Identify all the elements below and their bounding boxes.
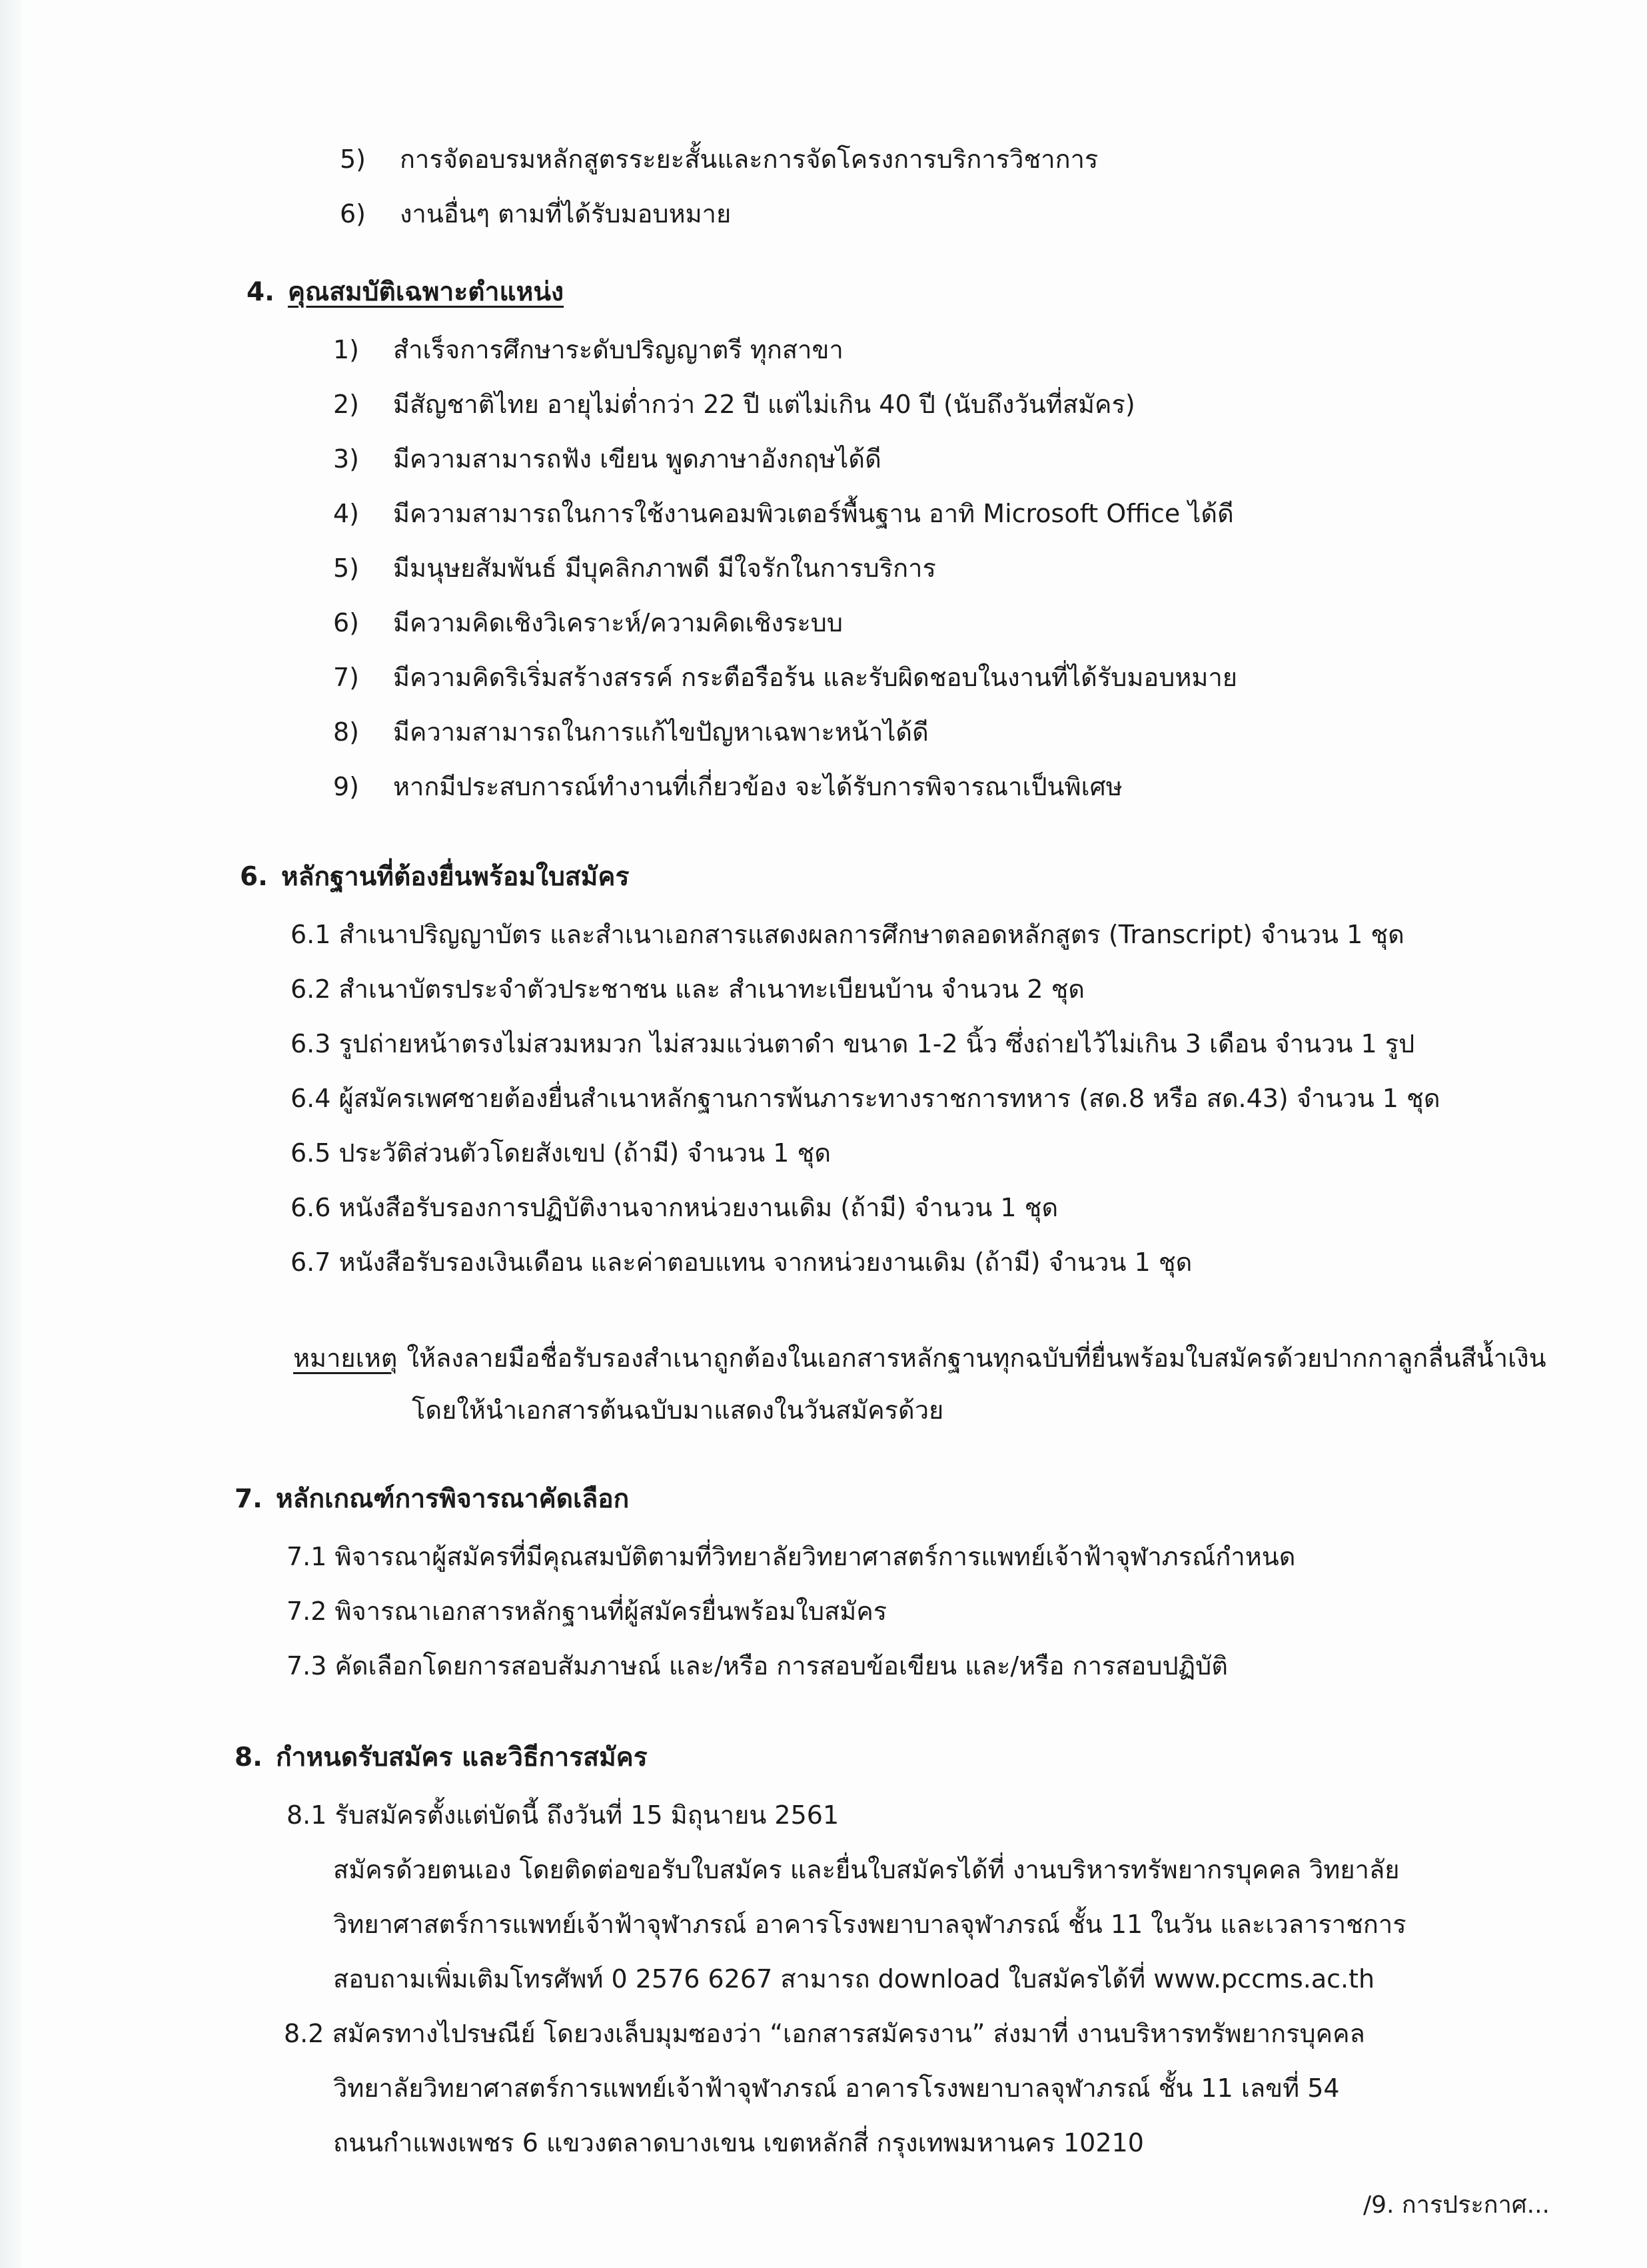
list-item [333,659,1237,695]
list-item-text: ประวัติส่วนตัวโดยสังเขป (ถ้ามี) จำนวน 1 ชุด [338,1138,831,1168]
list-item-text: ผู้สมัครเพศชายต้องยื่นสำเนาหลักฐานการพ้นภาระทางราชการทหาร (สด.8 หรือ สด.43) จำนวน 1 ชุด [338,1084,1440,1113]
list-item-text: การจัดอบรมหลักสูตรระยะสั้นและการจัดโครงการบริการวิชาการ [400,145,1099,174]
note-label: หมายเหตุ [293,1343,398,1373]
list-item [333,714,929,750]
note-line [412,1392,943,1428]
list-item-text: หากมีประสบการณ์ทำงานที่เกี่ยวข้อง จะได้รับการพิจารณาเป็นพิเศษ [393,772,1123,801]
list-item-text: พิจารณาเอกสารหลักฐานที่ผู้สมัครยื่นพร้อมใบสมัคร [334,1597,887,1626]
list-item-text: มีสัญชาติไทย อายุไม่ต่ำกว่า 22 ปี แต่ไม่เกิน 40 ปี (นับถึงวันที่สมัคร) [393,390,1135,419]
paragraph-line [333,2070,1340,2106]
continuation-text: /9. การประกาศ... [1363,2191,1550,2219]
list-item-number: 6.3 [290,1029,331,1058]
list-item-text: มีความสามารถฟัง เขียน พูดภาษาอังกฤษได้ดี [393,444,881,474]
section-title: หลักเกณฑ์การพิจารณาคัดเลือก [275,1484,630,1514]
list-item-text: สมัครทางไปรษณีย์ โดยวงเล็บมุมซองว่า “เอกสารสมัครงาน” ส่งมาที่ งานบริหารทรัพยากรบุคคล [332,2019,1365,2048]
section-number: 7. [235,1484,263,1514]
list-item [290,1190,1058,1226]
list-item-number: 6.6 [290,1193,331,1222]
list-item-text: สำเร็จการศึกษาระดับปริญญาตรี ทุกสาขา [393,335,843,364]
list-item-text: พิจารณาผู้สมัครที่มีคุณสมบัติตามที่วิทยาลัยวิทยาศาสตร์การแพทย์เจ้าฟ้าจุฬาภรณ์กำหนด [334,1542,1296,1571]
list-item-text: หนังสือรับรองการปฏิบัติงานจากหน่วยงานเดิม (ถ้ามี) จำนวน 1 ชุด [338,1193,1059,1222]
paragraph-text: วิทยาลัยวิทยาศาสตร์การแพทย์เจ้าฟ้าจุฬาภรณ์ อาคารโรงพยาบาลจุฬาภรณ์ ชั้น 11 เลขที่ 54 [333,2074,1340,2103]
list-item-number: 8.2 [284,2019,324,2048]
section-number: 4. [247,277,274,307]
paragraph-text: ถนนกำแพงเพชร 6 แขวงตลาดบางเขน เขตหลักสี่ กรุงเทพมหานคร 10210 [333,2128,1144,2157]
list-item-number: 7.2 [286,1597,327,1626]
list-item-number: 6.7 [290,1248,331,1277]
list-item-number: 3) [333,444,360,474]
section-heading-4 [247,274,564,310]
list-item-text: สำเนาปริญญาบัตร และสำเนาเอกสารแสดงผลการศึกษาตลอดหลักสูตร (Transcript) จำนวน 1 ชุด [338,920,1404,949]
section-number: 8. [235,1742,263,1772]
note-line [293,1340,1546,1376]
list-item-number: 1) [333,335,360,364]
list-item-text: หนังสือรับรองเงินเดือน และค่าตอบแทน จากหน่วยงานเดิม (ถ้ามี) จำนวน 1 ชุด [338,1248,1193,1277]
list-item-number: 6.5 [290,1138,331,1168]
paragraph-text: สมัครด้วยตนเอง โดยติดต่อขอรับใบสมัคร และยื่นใบสมัครได้ที่ งานบริหารทรัพยากรบุคคล วิทยาลัย [333,1855,1400,1884]
list-item [290,1026,1414,1062]
list-item-text: มีมนุษยสัมพันธ์ มีบุคลิกภาพดี มีใจรักในการบริการ [393,554,936,583]
section-number: 6. [240,862,268,892]
list-item [286,1539,1295,1575]
list-item [340,141,1098,177]
section-title: กำหนดรับสมัคร และวิธีการสมัคร [275,1742,648,1772]
list-item-text: คัดเลือกโดยการสอบสัมภาษณ์ และ/หรือ การสอบข้อเขียน และ/หรือ การสอบปฏิบัติ [334,1651,1228,1681]
list-item [286,1648,1228,1684]
list-item-number: 6.2 [290,974,331,1004]
list-item-number: 7.3 [286,1651,327,1681]
list-item-number: 6.4 [290,1084,331,1113]
list-item [290,1244,1192,1280]
list-item-number: 5) [333,554,360,583]
list-item-text: มีความคิดริเริ่มสร้างสรรค์ กระตือรือร้น และรับผิดชอบในงานที่ได้รับมอบหมาย [393,663,1238,692]
scan-edge [0,0,23,2268]
paragraph-line [333,1852,1400,1888]
list-item-number: 6.1 [290,920,331,949]
paragraph-text: วิทยาศาสตร์การแพทย์เจ้าฟ้าจุฬาภรณ์ อาคารโรงพยาบาลจุฬาภรณ์ ชั้น 11 ในวัน และเวลาราชการ [333,1910,1406,1939]
list-item-number: 2) [333,390,360,419]
list-item [333,550,936,586]
list-item-text: รูปถ่ายหน้าตรงไม่สวมหมวก ไม่สวมแว่นตาดำ ขนาด 1-2 นิ้ว ซึ่งถ่ายไว้ไม่เกิน 3 เดือน จำนวน 1 รูป [338,1029,1415,1058]
list-item-text: มีความคิดเชิงวิเคราะห์/ความคิดเชิงระบบ [393,608,843,637]
paragraph-line [333,2125,1144,2161]
list-item [333,441,881,477]
section-title: หลักฐานที่ต้องยื่นพร้อมใบสมัคร [280,862,630,892]
list-item [284,2016,1365,2052]
list-item [286,1593,887,1629]
list-item-number: 7) [333,663,360,692]
list-item [333,769,1123,805]
section-heading-6 [240,859,629,895]
paragraph-line [333,1961,1374,1997]
continuation-marker [1363,2189,1550,2222]
list-item-text: รับสมัครตั้งแต่บัดนี้ ถึงวันที่ 15 มิถุนายน 2561 [334,1800,839,1830]
section-heading-8 [235,1740,648,1776]
list-item [333,386,1135,422]
list-item [333,605,843,641]
list-item-text: มีความสามารถในการแก้ไขปัญหาเฉพาะหน้าได้ดี [393,717,929,747]
list-item [290,971,1085,1007]
list-item [286,1797,839,1833]
list-item-number: 4) [333,499,360,528]
list-item [290,917,1404,952]
list-item [290,1080,1440,1116]
list-item [333,332,843,368]
section-title: คุณสมบัติเฉพาะตำแหน่ง [287,277,564,307]
list-item [290,1135,831,1171]
paragraph-line [333,1906,1406,1942]
list-item-text: มีความสามารถในการใช้งานคอมพิวเตอร์พื้นฐาน อาทิ Microsoft Office ได้ดี [393,499,1234,528]
list-item-number: 6) [333,608,360,637]
list-item-number: 8) [333,717,360,747]
list-item [340,196,731,232]
list-item-number: 7.1 [286,1542,327,1571]
list-item-number: 9) [333,772,360,801]
note-text: ให้ลงลายมือชื่อรับรองสำเนาถูกต้องในเอกสารหลักฐานทุกฉบับที่ยื่นพร้อมใบสมัครด้วยปากกาลูกลื่นสีน้ำเงิน [406,1343,1546,1373]
list-item-number: 6) [340,199,366,228]
list-item-text: งานอื่นๆ ตามที่ได้รับมอบหมาย [400,199,732,228]
section-heading-7 [235,1481,629,1517]
list-item-number: 8.1 [286,1800,327,1830]
list-item [333,496,1234,532]
note-text: โดยให้นำเอกสารต้นฉบับมาแสดงในวันสมัครด้วย [412,1395,944,1425]
paragraph-text: สอบถามเพิ่มเติมโทรศัพท์ 0 2576 6267 สามารถ download ใบสมัครได้ที่ www.pccms.ac.th [333,1964,1375,1994]
list-item-text: สำเนาบัตรประจำตัวประชาชน และ สำเนาทะเบียนบ้าน จำนวน 2 ชุด [338,974,1085,1004]
list-item-number: 5) [340,145,366,174]
